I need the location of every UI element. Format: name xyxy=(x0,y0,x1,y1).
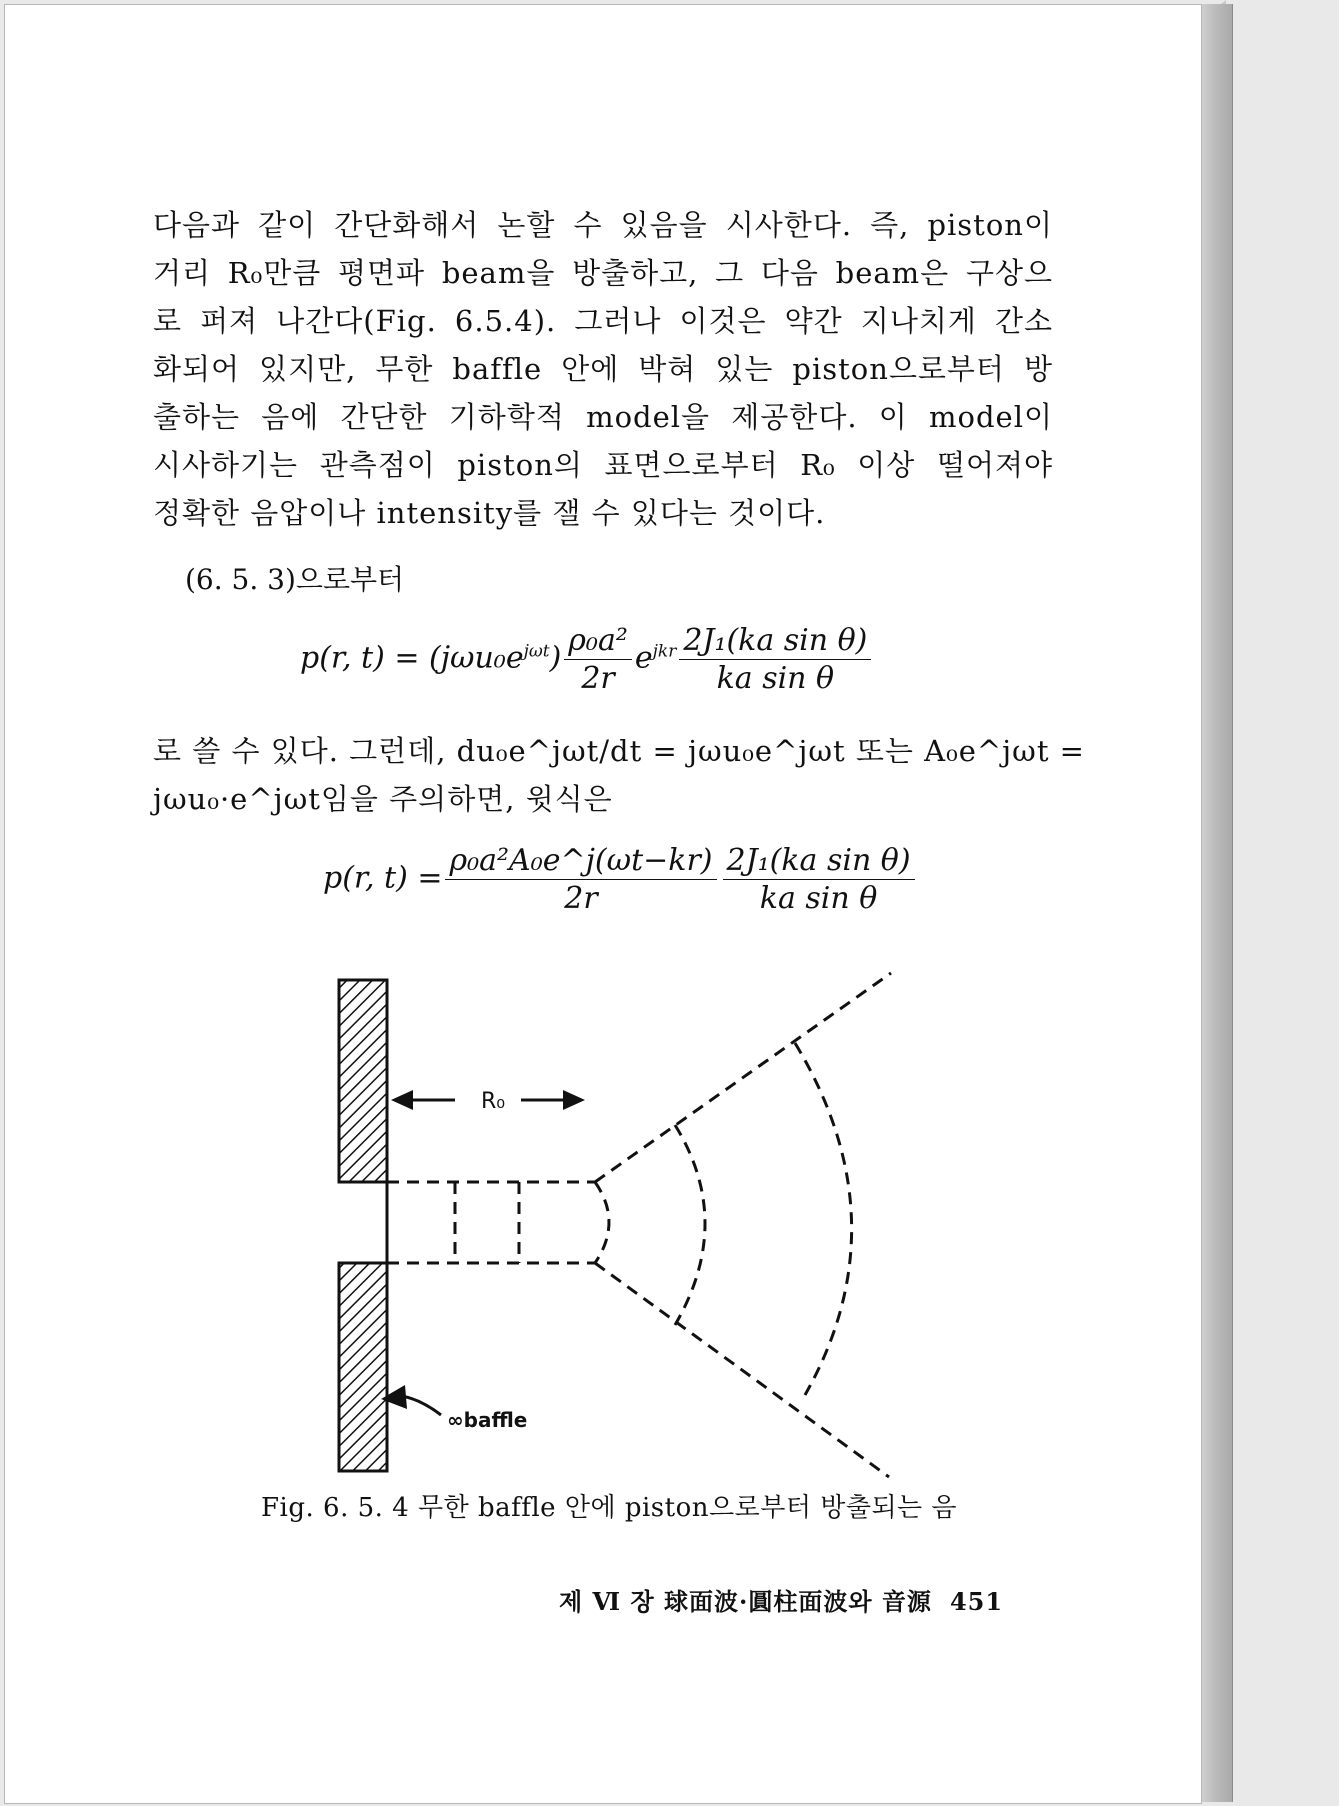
text-line: 로 쓸 수 있다. 그런데, du₀e^jωt/dt = jωu₀e^jωt 또는 A₀e^jωt = xyxy=(153,734,1085,768)
equation-1 xyxy=(300,623,874,696)
eq1-exp-superscript: jkr xyxy=(652,641,677,662)
eq2-lhs: p(r, t) = xyxy=(323,860,443,896)
eq1-fraction-2 xyxy=(679,623,871,696)
eq2-fraction-2 xyxy=(723,843,915,916)
eq1-lhs: p(r, t) = xyxy=(300,640,420,676)
eq1-term-close: ) xyxy=(549,640,562,676)
book-page xyxy=(4,4,1202,1804)
eq2-f2-denominator: ka sin θ xyxy=(759,881,878,916)
equation-source-note: (6. 5. 3)으로부터 xyxy=(185,563,405,596)
eq1-f2-numerator: 2J₁(ka sin θ) xyxy=(679,623,871,660)
text-line: jωu₀·e^jωt임을 주의하면, 윗식은 xyxy=(153,782,613,816)
piston-baffle-figure xyxy=(323,965,903,1485)
figure-caption: Fig. 6. 5. 4 무한 baffle 안에 piston으로부터 방출되는 음 xyxy=(261,1493,958,1523)
text-line: 로 퍼져 나간다(Fig. 6.5.4). 그러나 이것은 약간 지나치게 간소 xyxy=(153,304,1053,338)
text-line: 거리 R₀만큼 평면파 beam을 방출하고, 그 다음 beam은 구상으 xyxy=(153,256,1053,290)
eq1-fraction-1 xyxy=(564,623,632,696)
baffle-label: ∞baffle xyxy=(447,1408,528,1432)
plane-wave-beam xyxy=(387,1182,595,1263)
running-title: 제 Ⅵ 장 球面波·圓柱面波와 音源 xyxy=(559,1587,932,1616)
baffle-upper xyxy=(339,980,387,1182)
page-stack-edge xyxy=(1201,4,1233,1802)
eq1-term: (jωu₀e xyxy=(429,640,524,676)
body-paragraph-2 xyxy=(153,727,1085,823)
r0-label: R₀ xyxy=(481,1089,506,1114)
spherical-wavefronts xyxy=(595,973,891,1477)
body-paragraph-1 xyxy=(153,201,1053,537)
baffle-pointer-arrow xyxy=(381,1385,441,1415)
text-line: 다음과 같이 간단화해서 논할 수 있음을 시사한다. 즉, piston이 xyxy=(153,208,1053,242)
eq1-f1-denominator: 2r xyxy=(581,661,615,696)
eq1-f2-denominator: ka sin θ xyxy=(716,661,835,696)
text-line: 출하는 음에 간단한 기하학적 model을 제공한다. 이 model이 xyxy=(153,400,1053,434)
text-line: 시사하기는 관측점이 piston의 표면으로부터 R₀ 이상 떨어져야 xyxy=(153,448,1053,482)
baffle-lower xyxy=(339,1263,387,1471)
eq2-f2-numerator: 2J₁(ka sin θ) xyxy=(723,843,915,880)
equation-2 xyxy=(323,843,918,916)
eq2-f1-numerator: ρ₀a²A₀e^j(ωt−kr) xyxy=(445,843,716,880)
text-line: 정확한 음압이나 intensity를 잴 수 있다는 것이다. xyxy=(153,496,826,530)
eq2-f1-denominator: 2r xyxy=(564,881,598,916)
text-line: 화되어 있지만, 무한 baffle 안에 박혀 있는 piston으로부터 방 xyxy=(153,352,1053,386)
running-footer xyxy=(559,1582,1003,1617)
eq1-exp-base: e xyxy=(634,640,653,676)
eq1-term-exponent: jωt xyxy=(523,641,550,662)
page-number: 451 xyxy=(949,1587,1004,1616)
eq1-f1-numerator: ρ₀a² xyxy=(564,623,632,660)
eq2-fraction-1 xyxy=(445,843,716,916)
